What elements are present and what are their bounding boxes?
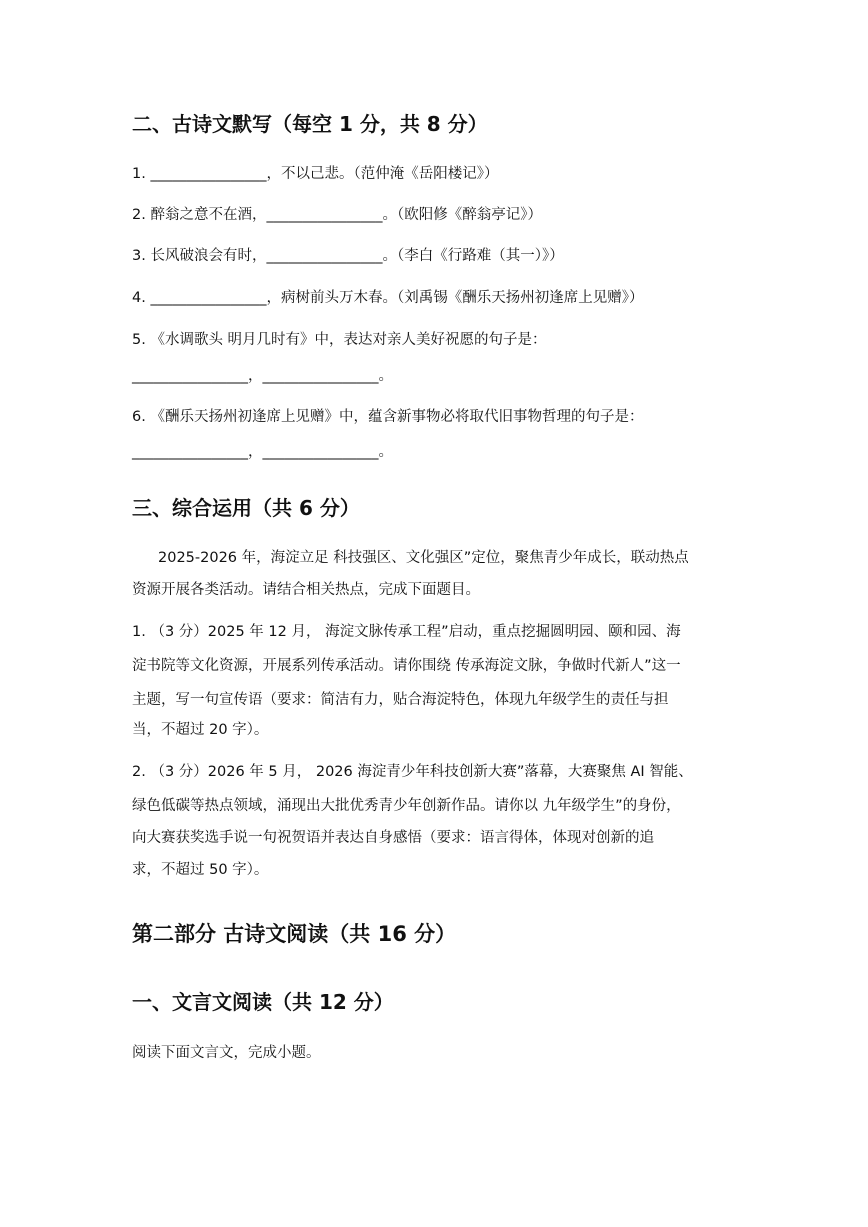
- application-intro-line-1: 2025-2026 年，海淀立足 科技强区、文化强区”定位，聚焦青少年成长，联动热点: [158, 550, 689, 566]
- dictation-item-4: 4. ________________，病树前头万木春。（刘禹锡《酬乐天扬州初逢席上见赠》）: [132, 290, 644, 306]
- application-q1-line-4: 当，不超过 20 字）。: [132, 722, 269, 738]
- application-q2-line-1: 2. （3 分）2026 年 5 月， 2026 海淀青少年科技创新大赛”落幕，大赛聚焦 AI 智能、: [132, 764, 693, 780]
- application-q2-line-3: 向大赛获奖选手说一句祝贺语并表达自身感悟（要求：语言得体，体现对创新的追: [132, 830, 654, 846]
- application-q2-line-4: 求，不超过 50 字）。: [132, 862, 269, 878]
- section-heading-dictation: 二、古诗文默写（每空 1 分，共 8 分）: [132, 112, 488, 136]
- dictation-item-3: 3. 长风破浪会有时，________________。（李白《行路难（其一）》）: [132, 248, 564, 264]
- part-heading-2: 第二部分 古诗文阅读（共 16 分）: [132, 922, 457, 946]
- application-q1-line-2: 淀书院等文化资源，开展系列传承活动。请你围绕 传承海淀文脉，争做时代新人”这一: [132, 658, 681, 674]
- application-q1-line-1: 1. （3 分）2025 年 12 月， 海淀文脉传承工程”启动，重点挖掘圆明园、颐和园、海: [132, 624, 681, 640]
- section-heading-classical: 一、文言文阅读（共 12 分）: [132, 990, 394, 1014]
- application-q2-line-2: 绿色低碳等热点领域，涌现出大批优秀青少年创新作品。请你以 九年级学生”的身份，: [132, 798, 681, 814]
- dictation-item-5: 5. 《水调歌头 明月几时有》中，表达对亲人美好祝愿的句子是：: [132, 332, 547, 348]
- dictation-item-2: 2. 醉翁之意不在酒，________________。（欧阳修《醉翁亭记》）: [132, 207, 542, 223]
- dictation-item-1: 1. ________________，不以己悲。（范仲淹《岳阳楼记》）: [132, 166, 499, 182]
- dictation-item-5-blanks: ________________，________________。: [132, 368, 393, 384]
- section-heading-application: 三、综合运用（共 6 分）: [132, 496, 360, 520]
- dictation-item-6-blanks: ________________，________________。: [132, 444, 393, 460]
- classical-instruction: 阅读下面文言文，完成小题。: [132, 1045, 321, 1061]
- application-intro-line-2: 资源开展各类活动。请结合相关热点，完成下面题目。: [132, 582, 480, 598]
- dictation-item-6: 6. 《酬乐天扬州初逢席上见赠》中，蕴含新事物必将取代旧事物哲理的句子是：: [132, 409, 644, 425]
- application-q1-line-3: 主题，写一句宣传语（要求：简洁有力，贴合海淀特色，体现九年级学生的责任与担: [132, 692, 669, 708]
